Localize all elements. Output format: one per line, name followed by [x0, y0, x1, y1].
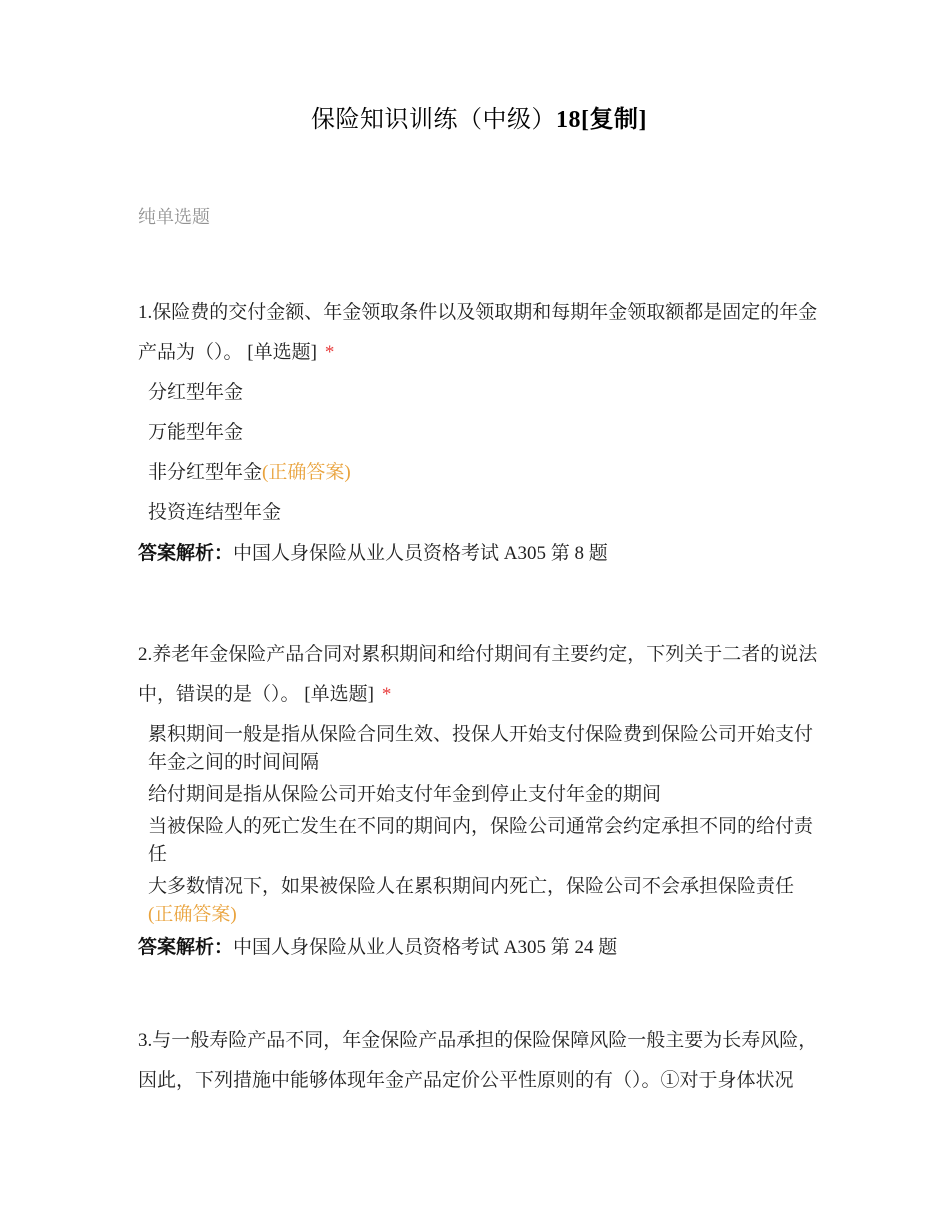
- question-line: 2.养老年金保险产品合同对累积期间和给付期间有主要约定，下列关于二者的说法: [138, 644, 818, 665]
- correct-answer-tag: (正确答案): [262, 462, 351, 483]
- option-text: 大多数情况下，如果被保险人在累积期间内死亡，保险公司不会承担保险责任: [148, 876, 795, 897]
- question-1-text: [138, 293, 820, 373]
- section-type-label: 纯单选题: [138, 207, 210, 227]
- page-title: [138, 106, 820, 135]
- question-2-options: [138, 721, 820, 929]
- answer-analysis: [138, 539, 820, 569]
- option-text: 投资连结型年金: [148, 502, 282, 523]
- option: [148, 419, 820, 447]
- option-text: 当被保险人的死亡发生在不同的期间内，保险公司通常会约定承担不同的给付责: [148, 816, 814, 837]
- correct-answer-tag: (正确答案): [148, 904, 237, 925]
- option-correct: [148, 873, 820, 929]
- question-1: [138, 293, 820, 569]
- question-line-text: 中，错误的是（）。 [单选题]: [138, 684, 374, 705]
- option-correct: [148, 459, 820, 487]
- option-text: 非分红型年金: [148, 462, 263, 483]
- option: [148, 499, 820, 527]
- answer-analysis-label: 答案解析：: [138, 937, 234, 958]
- question-2-text: [138, 635, 820, 715]
- option: [148, 813, 820, 869]
- question-line-text: 产品为（）。 [单选题]: [138, 342, 317, 363]
- option: [148, 721, 820, 777]
- option-text: 万能型年金: [148, 422, 244, 443]
- answer-analysis-label: 答案解析：: [138, 543, 234, 564]
- option: [148, 781, 820, 809]
- question-line: 1.保险费的交付金额、年金领取条件以及领取期和每期年金领取额都是固定的年金: [138, 302, 818, 323]
- question-3-text: [138, 1021, 820, 1101]
- option-line: [148, 459, 820, 487]
- question-line: [138, 675, 820, 715]
- question-line: 3.与一般寿险产品不同，年金保险产品承担的保险保障风险一般主要为长寿风险，: [138, 1030, 818, 1051]
- option-text: 给付期间是指从保险公司开始支付年金到停止支付年金的期间: [148, 784, 662, 805]
- page-title-suffix: 18[复制]: [556, 107, 647, 133]
- option-text: 累积期间一般是指从保险合同生效、投保人开始支付保险费到保险公司开始支付: [148, 724, 814, 745]
- option-text: 年金之间的时间间隔: [148, 752, 320, 773]
- option-text: 分红型年金: [148, 382, 244, 403]
- question-line: 因此，下列措施中能够体现年金产品定价公平性原则的有（）。①对于身体状况: [138, 1070, 794, 1091]
- question-1-options: [138, 379, 820, 527]
- answer-analysis-text: 中国人身保险从业人员资格考试 A305 第 8 题: [233, 543, 608, 564]
- required-asterisk: *: [324, 342, 335, 363]
- question-2: [138, 635, 820, 963]
- question-line: [138, 333, 820, 373]
- option-text: 任: [148, 844, 168, 865]
- required-asterisk: *: [381, 684, 392, 705]
- question-3: [138, 1021, 820, 1101]
- option: [148, 379, 820, 407]
- page-title-main: 保险知识训练（中级）: [311, 107, 556, 133]
- answer-analysis: [138, 933, 820, 963]
- answer-analysis-text: 中国人身保险从业人员资格考试 A305 第 24 题: [233, 937, 618, 958]
